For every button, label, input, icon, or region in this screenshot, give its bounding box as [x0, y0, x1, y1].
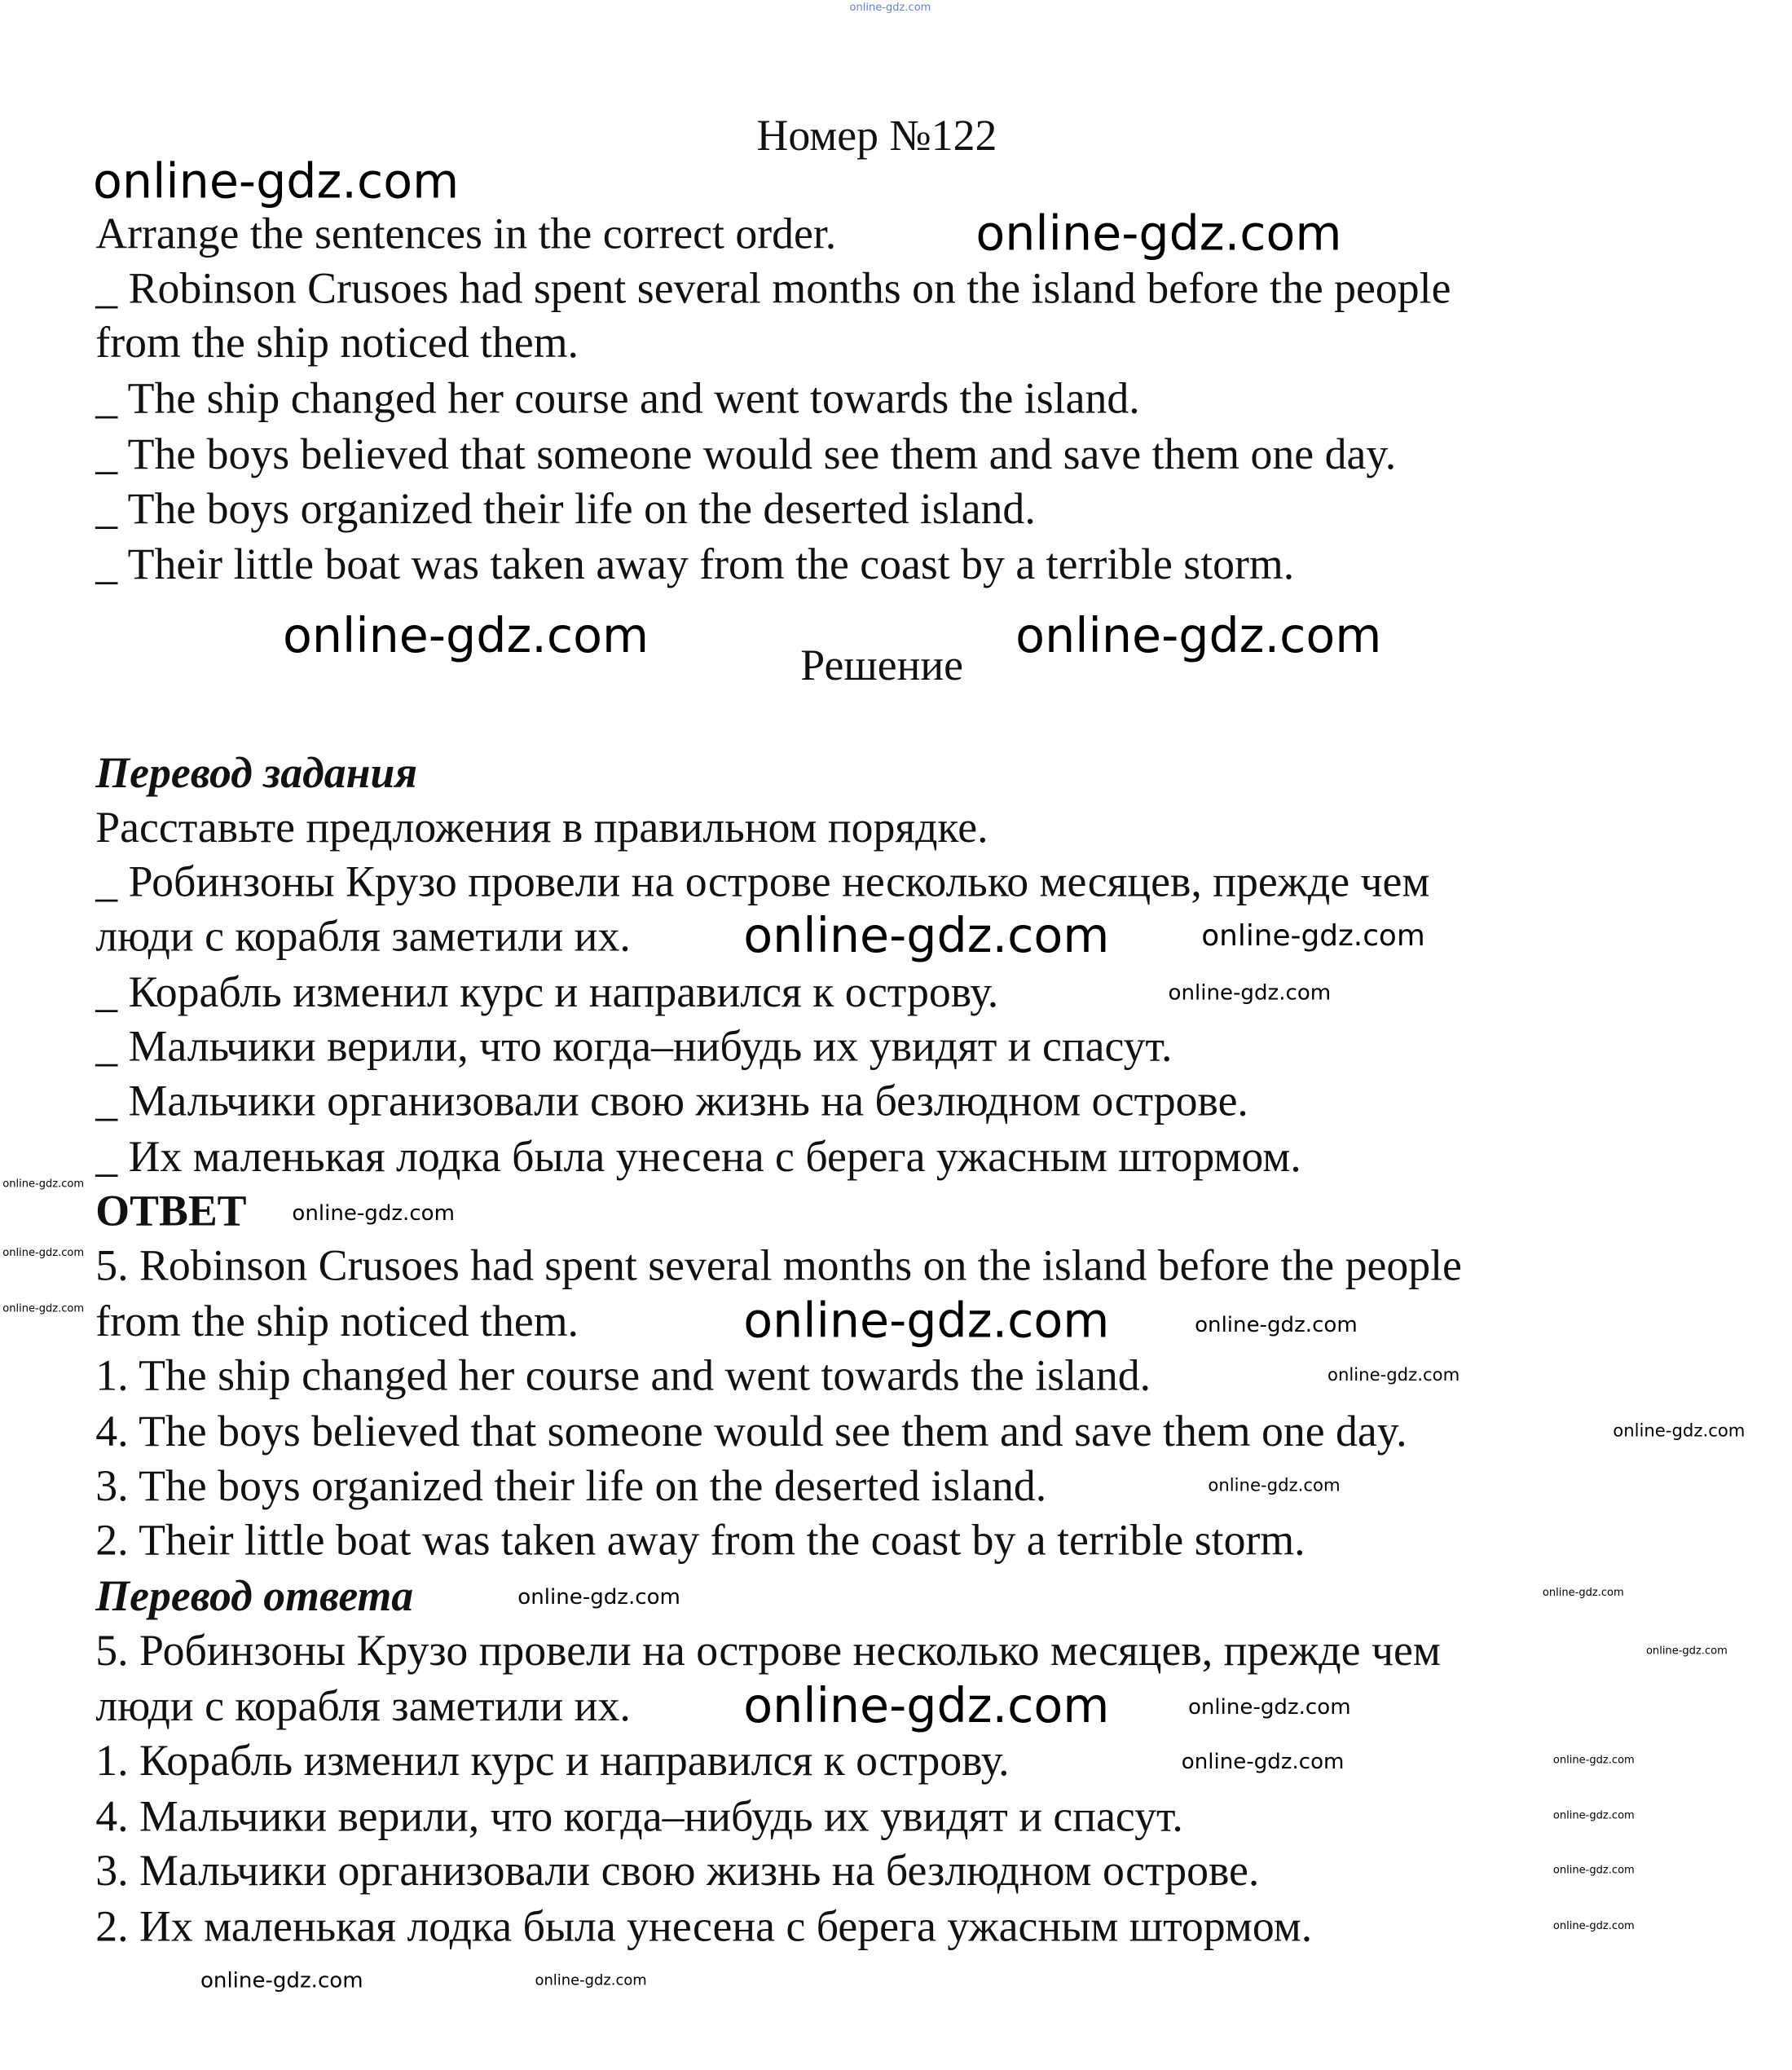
task-line: _ The ship changed her course and went towards the island.: [95, 376, 1140, 424]
header-watermark: online-gdz.com: [849, 1, 931, 14]
watermark: online-gdz.com: [1015, 609, 1382, 664]
task-line: _ Their little boat was taken away from the coast by a terrible storm.: [95, 541, 1295, 590]
answer-line: from the ship noticed them.: [95, 1298, 579, 1346]
watermark: online-gdz.com: [743, 1294, 1110, 1350]
translation-line: люди с корабля заметили их.: [95, 913, 631, 962]
watermark: online-gdz.com: [2, 1302, 85, 1315]
translation-line: _ Их маленькая лодка была унесена с берега ужасным штормом.: [95, 1134, 1301, 1182]
watermark: online-gdz.com: [1613, 1421, 1746, 1442]
watermark: online-gdz.com: [1542, 1586, 1624, 1599]
watermark: online-gdz.com: [282, 609, 649, 664]
watermark: online-gdz.com: [743, 1679, 1110, 1734]
task-line: _ The boys believed that someone would see them and save them one day.: [95, 431, 1397, 480]
answer-line: 1. The ship changed her course and went towards the island.: [95, 1352, 1151, 1401]
solution-label: Решение: [800, 642, 963, 691]
translation-answer-line: 2. Их маленькая лодка была унесена с берега ужасным штормом.: [95, 1903, 1313, 1952]
watermark: online-gdz.com: [1552, 1864, 1635, 1876]
watermark: online-gdz.com: [1181, 1748, 1345, 1774]
watermark: online-gdz.com: [93, 155, 460, 210]
answer-line: 5. Robinson Crusoes had spent several months on the island before the people: [95, 1242, 1462, 1291]
watermark: online-gdz.com: [1327, 1366, 1460, 1386]
watermark: online-gdz.com: [535, 1971, 647, 1989]
translation-answer-line: люди с корабля заметили их.: [95, 1683, 631, 1732]
translation-answer-line: 3. Мальчики организовали свою жизнь на безлюдном острове.: [95, 1848, 1260, 1896]
watermark: online-gdz.com: [1201, 919, 1425, 954]
task-line: _ Robinson Crusoes had spent several months on the island before the people: [95, 265, 1451, 314]
watermark: online-gdz.com: [1552, 1753, 1635, 1766]
watermark: online-gdz.com: [517, 1583, 680, 1610]
watermark: online-gdz.com: [2, 1246, 85, 1259]
translation-line: _ Мальчики верили, что когда–нибудь их увидят и спасут.: [95, 1023, 1173, 1072]
translation-answer-line: 1. Корабль изменил курс и направился к острову.: [95, 1737, 1010, 1786]
watermark: online-gdz.com: [1645, 1645, 1728, 1657]
watermark: online-gdz.com: [1208, 1476, 1341, 1496]
translation-answer-line: 4. Мальчики верили, что когда–нибудь их увидят и спасут.: [95, 1793, 1183, 1842]
translation-line: _ Мальчики организовали свою жизнь на безлюдном острове.: [95, 1077, 1248, 1126]
answer-heading: ОТВЕТ: [95, 1187, 247, 1236]
answer-line: 4. The boys believed that someone would see them and save them one day.: [95, 1408, 1407, 1457]
watermark: online-gdz.com: [2, 1177, 85, 1190]
page-title: Номер №122: [756, 112, 997, 161]
task-line: from the ship noticed them.: [95, 319, 579, 368]
task-instruction: Arrange the sentences in the correct order.: [95, 211, 837, 259]
translation-line: _ Корабль изменил курс и направился к острову.: [95, 969, 999, 1017]
translation-answer-heading: Перевод ответа: [95, 1573, 414, 1622]
watermark: online-gdz.com: [975, 207, 1342, 262]
watermark: online-gdz.com: [1195, 1311, 1358, 1337]
watermark: online-gdz.com: [292, 1200, 456, 1226]
task-line: _ The boys organized their life on the deserted island.: [95, 486, 1036, 534]
watermark: online-gdz.com: [200, 1967, 363, 1993]
watermark: online-gdz.com: [1552, 1809, 1635, 1821]
translation-answer-line: 5. Робинзоны Крузо провели на острове несколько месяцев, прежде чем: [95, 1627, 1441, 1676]
watermark: online-gdz.com: [1187, 1693, 1351, 1720]
translation-task-heading: Перевод задания: [95, 750, 418, 799]
answer-line: 2. Their little boat was taken away from the coast by a terrible storm.: [95, 1517, 1305, 1566]
answer-line: 3. The boys organized their life on the deserted island.: [95, 1463, 1047, 1511]
translation-line: Расставьте предложения в правильном порядке.: [95, 804, 988, 852]
watermark: online-gdz.com: [1168, 980, 1332, 1006]
translation-line: _ Робинзоны Крузо провели на острове несколько месяцев, прежде чем: [95, 858, 1430, 907]
watermark: online-gdz.com: [1552, 1919, 1635, 1932]
watermark: online-gdz.com: [743, 909, 1110, 964]
